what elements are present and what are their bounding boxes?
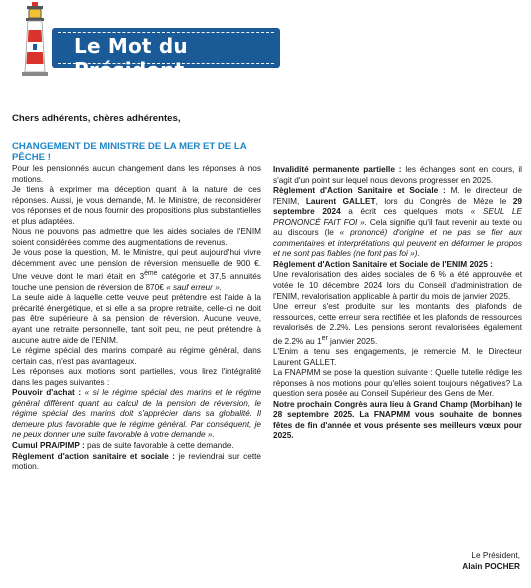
left-column	[12, 141, 261, 473]
motion-invalidity: Invalidité permanente partielle : les échanges sont en cours, il s'agit d'un point sur lequel nous devons progresser en 2025.	[273, 165, 522, 185]
paragraph: Nous ne pouvons pas admettre que les aides sociales de l'ENIM soient considérées comme des augmentations de revenus.	[12, 227, 261, 247]
paragraph: Le régime spécial des marins comparé au régime général, dans certain cas, n'est pas avantageux.	[12, 346, 261, 366]
congress-announcement: Notre prochain Congrès aura lieu à Grand Champ (Morbihan) le 28 septembre 2025. La FNAPMM vous souhaite de bonnes fêtes de fin d'année et vous présente ses meilleurs vœux pour 2025.	[273, 399, 522, 441]
subheading: Règlement d'Action Sanitaire et Sociale de l'ENIM 2025 :	[273, 259, 493, 269]
paragraph: Je vous pose la question, M. le Ministre, qui peut aujourd'hui vivre décemment avec une pension de réversion mensuelle de 900 €. Une veuve dont le mari était en 3ème catégorie et 37,5 annuités touche une pension de réversion de 870€ « sauf erreur ».	[12, 248, 261, 292]
paragraph: L'Enim a tenu ses engagements, je remercie M. le Directeur Laurent GALLET.	[273, 347, 522, 367]
paragraph: Règlement d'Action Sanitaire et Sociale : M. le directeur de l'ENIM, Laurent GALLET, lors du Congrès de Mèze le 29 septembre 2024 a écrit ces quelques mots « SEUL LE PRONONCÉ FAIT FOI ». Cela signifie qu'il faut revenir au texte ou au discours (le « prononcé) d'origine et ne pas se fier aux commentaires et interprétations qui peuvent en déformer le propos et ne sont pas fiables (ne font pas foi »).	[273, 186, 522, 259]
signature	[462, 550, 520, 572]
motion-purchasing-power: Pouvoir d'achat : « si le régime spécial des marins et le régime général diffèrent quant au calcul de la pension de réversion, le régime spécial des marins doit s'apprécier dans sa globalité. Il demeure plus favorable que le régime général. Par conséquent, je ne peux donner une suite favorable à votre demande ».	[12, 388, 261, 440]
superscript: ème	[144, 270, 158, 278]
paragraph: La FNAPMM se pose la question suivante : Quelle tutelle rédige les réponses à nos motions pour qu'elles soient toujours négatives? La question sera posée au Conseil Supérieur des Gens de Mer.	[273, 368, 522, 399]
paragraph: La seule aide à laquelle cette veuve peut prétendre est l'aide à la précarité énergétique, et si elle a sa propre retraite, celle-ci ne doit pas être supérieure à sa pension de réversion. Aucune veuve, ayant une retraite personnelle, tant soit peu, ne peut prétendre à aucune autre aide de l'ENIM.	[12, 293, 261, 345]
lighthouse-icon	[18, 2, 52, 76]
greeting: Chers adhérents, chères adhérentes,	[12, 113, 181, 124]
banner-stitch-top	[58, 32, 274, 33]
signature-name: Alain POCHER	[462, 562, 520, 571]
paragraph: Règlement d'Action Sanitaire et Sociale de l'ENIM 2025 : Une revalorisation des aides sociales de 6 % a été approuvée et votée le 10 décembre 2024 lors du Conseil d'administration de l'ENIM, revalorisation applicable à partir du mois de janvier 2025.	[273, 259, 522, 301]
right-column	[273, 165, 522, 442]
motion-health-action: Règlement d'action sanitaire et sociale : je reviendrai sur cette motion.	[12, 451, 261, 472]
section-heading: CHANGEMENT DE MINISTRE DE LA MER ET DE LA PÊCHE !	[12, 141, 247, 163]
paragraph: Une erreur s'est produite sur les montants des plafonds de ressources, cette erreur sera rectifiée et les plafonds de ressources revalorisés de 2.2%. Les pensions seront revalorisées également de 2.2% au 1er janvier 2025.	[273, 302, 522, 346]
page-title: Le Mot du Président	[74, 34, 188, 82]
banner-stitch-bottom	[58, 63, 274, 64]
paragraph: Pour les pensionnés aucun changement dans les réponses à nos motions.	[12, 164, 261, 184]
motion-cumul: Cumul PRA/PIMP : pas de suite favorable à cette demande.	[12, 440, 234, 450]
title-banner	[52, 28, 280, 82]
superscript: er	[321, 334, 328, 342]
paragraph: Je tiens à exprimer ma déception quant à la nature de ces réponses. Aussi, je vous demande, M. le Ministre, de reconsidérer vos réponses et de nous fournir des propositions plus substantielles et plus adaptées.	[12, 185, 261, 226]
paragraph: Les réponses aux motions sont partielles, vous lirez l'intégralité dans les pages suivantes :	[12, 367, 261, 387]
signature-role: Le Président,	[471, 551, 520, 560]
